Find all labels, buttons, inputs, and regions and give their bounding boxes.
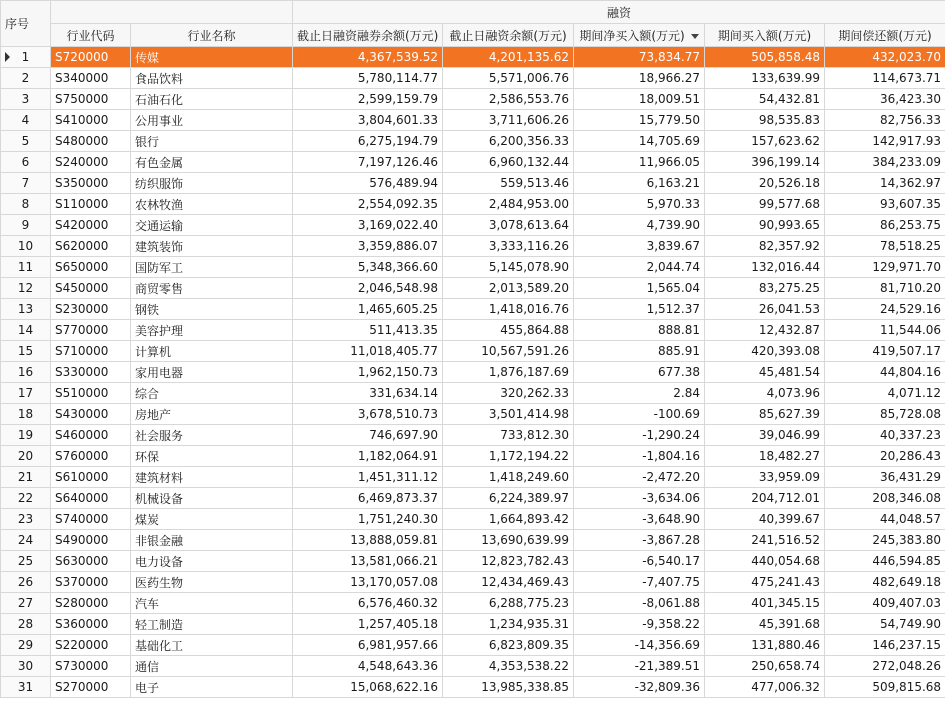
row-index[interactable]: 21 [1, 467, 51, 488]
industry-name-cell[interactable]: 计算机 [131, 341, 293, 362]
margin-balance-cell[interactable]: 3,359,886.07 [293, 236, 443, 257]
industry-code-cell[interactable]: S510000 [51, 383, 131, 404]
column-header-net-buy[interactable] [574, 24, 705, 47]
industry-code-cell[interactable]: S280000 [51, 593, 131, 614]
repay-amount-cell[interactable]: 509,815.68 [825, 677, 945, 698]
repay-amount-cell[interactable]: 44,048.57 [825, 509, 945, 530]
row-index[interactable]: 11 [1, 257, 51, 278]
row-index[interactable]: 16 [1, 362, 51, 383]
buy-amount-cell[interactable]: 54,432.81 [705, 89, 825, 110]
row-index[interactable]: 26 [1, 572, 51, 593]
repay-amount-cell[interactable]: 36,431.29 [825, 467, 945, 488]
buy-amount-cell[interactable]: 4,073.96 [705, 383, 825, 404]
column-header-net-buy-label: 期间净买入额(万元) [579, 28, 685, 43]
margin-balance-cell[interactable]: 3,678,510.73 [293, 404, 443, 425]
net-buy-cell[interactable]: 18,009.51 [574, 89, 705, 110]
buy-amount-cell[interactable]: 98,535.83 [705, 110, 825, 131]
row-index[interactable]: 10 [1, 236, 51, 257]
industry-code-cell[interactable]: S710000 [51, 341, 131, 362]
row-index[interactable]: 20 [1, 446, 51, 467]
industry-name-cell[interactable]: 医药生物 [131, 572, 293, 593]
industry-name-cell[interactable]: 社会服务 [131, 425, 293, 446]
table-row[interactable] [1, 425, 945, 446]
repay-amount-cell[interactable]: 142,917.93 [825, 131, 945, 152]
financing-balance-cell[interactable]: 1,664,893.42 [443, 509, 574, 530]
industry-name-cell[interactable]: 机械设备 [131, 488, 293, 509]
margin-balance-cell[interactable]: 3,804,601.33 [293, 110, 443, 131]
column-header-industry-code[interactable]: 行业代码 [51, 24, 131, 47]
industry-name-cell[interactable]: 美容护理 [131, 320, 293, 341]
repay-amount-cell[interactable]: 384,233.09 [825, 152, 945, 173]
margin-balance-cell[interactable]: 576,489.94 [293, 173, 443, 194]
repay-amount-cell[interactable]: 446,594.85 [825, 551, 945, 572]
net-buy-cell[interactable]: 14,705.69 [574, 131, 705, 152]
industry-name-cell[interactable]: 家用电器 [131, 362, 293, 383]
row-index[interactable]: 18 [1, 404, 51, 425]
buy-amount-cell[interactable]: 250,658.74 [705, 656, 825, 677]
industry-code-cell[interactable]: S350000 [51, 173, 131, 194]
financing-balance-cell[interactable]: 3,333,116.26 [443, 236, 574, 257]
financing-group-header: 融资 [293, 1, 945, 24]
net-buy-cell[interactable]: -3,634.06 [574, 488, 705, 509]
margin-balance-cell[interactable]: 2,599,159.79 [293, 89, 443, 110]
financing-balance-cell[interactable]: 559,513.46 [443, 173, 574, 194]
column-header-repay-amount[interactable]: 期间偿还额(万元) [825, 24, 945, 47]
margin-balance-cell[interactable]: 5,348,366.60 [293, 257, 443, 278]
row-index[interactable]: 8 [1, 194, 51, 215]
repay-amount-cell[interactable]: 409,407.03 [825, 593, 945, 614]
industry-code-cell[interactable]: S750000 [51, 89, 131, 110]
buy-amount-cell[interactable]: 40,399.67 [705, 509, 825, 530]
table-row[interactable] [1, 194, 945, 215]
row-index[interactable]: 25 [1, 551, 51, 572]
financing-balance-cell[interactable]: 4,201,135.62 [443, 47, 574, 68]
financing-balance-cell[interactable]: 10,567,591.26 [443, 341, 574, 362]
margin-balance-cell[interactable]: 6,576,460.32 [293, 593, 443, 614]
industry-name-cell[interactable]: 纺织服饰 [131, 173, 293, 194]
margin-balance-cell[interactable]: 331,634.14 [293, 383, 443, 404]
table-row[interactable] [1, 635, 945, 656]
sort-descending-icon[interactable] [691, 34, 699, 39]
table-row[interactable] [1, 341, 945, 362]
industry-name-cell[interactable]: 综合 [131, 383, 293, 404]
table-row[interactable] [1, 467, 945, 488]
industry-code-cell[interactable]: S480000 [51, 131, 131, 152]
row-index[interactable]: 24 [1, 530, 51, 551]
financing-balance-cell[interactable]: 1,418,249.60 [443, 467, 574, 488]
net-buy-cell[interactable]: -8,061.88 [574, 593, 705, 614]
current-row-indicator-icon [5, 52, 10, 62]
industry-code-cell[interactable]: S420000 [51, 215, 131, 236]
financing-balance-cell[interactable]: 1,234,935.31 [443, 614, 574, 635]
financing-balance-cell[interactable]: 12,823,782.43 [443, 551, 574, 572]
margin-balance-cell[interactable]: 7,197,126.46 [293, 152, 443, 173]
buy-amount-cell[interactable]: 12,432.87 [705, 320, 825, 341]
row-index[interactable]: 29 [1, 635, 51, 656]
row-index[interactable]: 22 [1, 488, 51, 509]
margin-balance-cell[interactable]: 11,018,405.77 [293, 341, 443, 362]
buy-amount-cell[interactable]: 45,391.68 [705, 614, 825, 635]
margin-balance-cell[interactable]: 1,465,605.25 [293, 299, 443, 320]
industry-name-cell[interactable]: 非银金融 [131, 530, 293, 551]
net-buy-cell[interactable]: -21,389.51 [574, 656, 705, 677]
net-buy-cell[interactable]: 5,970.33 [574, 194, 705, 215]
net-buy-cell[interactable]: -14,356.69 [574, 635, 705, 656]
industry-code-cell[interactable]: S110000 [51, 194, 131, 215]
net-buy-cell[interactable]: -3,648.90 [574, 509, 705, 530]
repay-amount-cell[interactable]: 54,749.90 [825, 614, 945, 635]
repay-amount-cell[interactable]: 4,071.12 [825, 383, 945, 404]
table-row[interactable] [1, 656, 945, 677]
industry-name-cell[interactable]: 农林牧渔 [131, 194, 293, 215]
margin-balance-cell[interactable]: 2,554,092.35 [293, 194, 443, 215]
net-buy-cell[interactable]: -6,540.17 [574, 551, 705, 572]
financing-balance-cell[interactable]: 733,812.30 [443, 425, 574, 446]
net-buy-cell[interactable]: 4,739.90 [574, 215, 705, 236]
row-index[interactable]: 5 [1, 131, 51, 152]
margin-balance-cell[interactable]: 511,413.35 [293, 320, 443, 341]
net-buy-cell[interactable]: -1,290.24 [574, 425, 705, 446]
industry-name-cell[interactable]: 汽车 [131, 593, 293, 614]
table-row[interactable] [1, 89, 945, 110]
row-index[interactable]: 4 [1, 110, 51, 131]
margin-balance-cell[interactable]: 4,548,643.36 [293, 656, 443, 677]
margin-balance-cell[interactable]: 1,751,240.30 [293, 509, 443, 530]
margin-balance-cell[interactable]: 1,451,311.12 [293, 467, 443, 488]
financing-balance-cell[interactable]: 6,288,775.23 [443, 593, 574, 614]
column-header-industry-name[interactable]: 行业名称 [131, 24, 293, 47]
industry-name-cell[interactable]: 通信 [131, 656, 293, 677]
repay-amount-cell[interactable]: 40,337.23 [825, 425, 945, 446]
row-index[interactable]: 17 [1, 383, 51, 404]
industry-name-cell[interactable]: 轻工制造 [131, 614, 293, 635]
industry-code-cell[interactable]: S740000 [51, 509, 131, 530]
net-buy-cell[interactable]: 677.38 [574, 362, 705, 383]
repay-amount-cell[interactable]: 482,649.18 [825, 572, 945, 593]
net-buy-cell[interactable]: 1,512.37 [574, 299, 705, 320]
repay-amount-cell[interactable]: 419,507.17 [825, 341, 945, 362]
industry-code-cell[interactable]: S630000 [51, 551, 131, 572]
financing-balance-cell[interactable]: 13,985,338.85 [443, 677, 574, 698]
table-row[interactable] [1, 236, 945, 257]
table-row[interactable] [1, 68, 945, 89]
net-buy-cell[interactable]: 885.91 [574, 341, 705, 362]
industry-code-cell[interactable]: S220000 [51, 635, 131, 656]
table-row[interactable] [1, 320, 945, 341]
repay-amount-cell[interactable]: 129,971.70 [825, 257, 945, 278]
industry-code-cell[interactable]: S370000 [51, 572, 131, 593]
net-buy-cell[interactable]: 18,966.27 [574, 68, 705, 89]
industry-name-cell[interactable]: 交通运输 [131, 215, 293, 236]
net-buy-cell[interactable]: -32,809.36 [574, 677, 705, 698]
repay-amount-cell[interactable]: 36,423.30 [825, 89, 945, 110]
financing-balance-cell[interactable]: 3,501,414.98 [443, 404, 574, 425]
net-buy-cell[interactable]: 2.84 [574, 383, 705, 404]
net-buy-cell[interactable]: -2,472.20 [574, 467, 705, 488]
industry-code-cell[interactable]: S240000 [51, 152, 131, 173]
industry-name-cell[interactable]: 环保 [131, 446, 293, 467]
row-index[interactable]: 9 [1, 215, 51, 236]
industry-name-cell[interactable]: 建筑装饰 [131, 236, 293, 257]
net-buy-cell[interactable]: 888.81 [574, 320, 705, 341]
buy-amount-cell[interactable]: 45,481.54 [705, 362, 825, 383]
repay-amount-cell[interactable]: 81,710.20 [825, 278, 945, 299]
financing-balance-cell[interactable]: 3,711,606.26 [443, 110, 574, 131]
buy-amount-cell[interactable]: 99,577.68 [705, 194, 825, 215]
repay-amount-cell[interactable]: 208,346.08 [825, 488, 945, 509]
buy-amount-cell[interactable]: 420,393.08 [705, 341, 825, 362]
net-buy-cell[interactable]: 15,779.50 [574, 110, 705, 131]
margin-balance-cell[interactable]: 6,469,873.37 [293, 488, 443, 509]
row-index[interactable]: 6 [1, 152, 51, 173]
industry-name-cell[interactable]: 石油石化 [131, 89, 293, 110]
row-index[interactable]: 23 [1, 509, 51, 530]
net-buy-cell[interactable]: 6,163.21 [574, 173, 705, 194]
column-header-buy-amount[interactable]: 期间买入额(万元) [705, 24, 825, 47]
table-row[interactable] [1, 404, 945, 425]
industry-code-cell[interactable]: S330000 [51, 362, 131, 383]
table-row[interactable] [1, 152, 945, 173]
net-buy-cell[interactable]: -9,358.22 [574, 614, 705, 635]
financing-balance-cell[interactable]: 2,586,553.76 [443, 89, 574, 110]
table-row[interactable] [1, 509, 945, 530]
table-row[interactable] [1, 446, 945, 467]
margin-balance-cell[interactable]: 746,697.90 [293, 425, 443, 446]
row-index[interactable]: 14 [1, 320, 51, 341]
blank-group-header [51, 1, 293, 24]
financing-balance-cell[interactable]: 1,172,194.22 [443, 446, 574, 467]
net-buy-cell[interactable]: -100.69 [574, 404, 705, 425]
margin-balance-cell[interactable]: 15,068,622.16 [293, 677, 443, 698]
industry-name-cell[interactable]: 公用事业 [131, 110, 293, 131]
industry-code-cell[interactable]: S760000 [51, 446, 131, 467]
net-buy-cell[interactable]: -1,804.16 [574, 446, 705, 467]
table-row[interactable] [1, 299, 945, 320]
industry-name-cell[interactable]: 有色金属 [131, 152, 293, 173]
industry-code-cell[interactable]: S410000 [51, 110, 131, 131]
table-row[interactable] [1, 677, 945, 698]
financing-balance-cell[interactable]: 12,434,469.43 [443, 572, 574, 593]
margin-balance-cell[interactable]: 13,888,059.81 [293, 530, 443, 551]
table-row[interactable] [1, 47, 945, 68]
margin-balance-cell[interactable]: 1,962,150.73 [293, 362, 443, 383]
industry-code-cell[interactable]: S430000 [51, 404, 131, 425]
repay-amount-cell[interactable]: 245,383.80 [825, 530, 945, 551]
repay-amount-cell[interactable]: 85,728.08 [825, 404, 945, 425]
industry-code-cell[interactable]: S460000 [51, 425, 131, 446]
financing-balance-cell[interactable]: 3,078,613.64 [443, 215, 574, 236]
row-index[interactable] [1, 47, 51, 68]
table-row[interactable] [1, 593, 945, 614]
row-index[interactable]: 12 [1, 278, 51, 299]
industry-name-cell[interactable]: 建筑材料 [131, 467, 293, 488]
financing-balance-cell[interactable]: 4,353,538.22 [443, 656, 574, 677]
buy-amount-cell[interactable]: 20,526.18 [705, 173, 825, 194]
column-header-financing-balance[interactable]: 截止日融资余额(万元) [443, 24, 574, 47]
row-index[interactable]: 31 [1, 677, 51, 698]
buy-amount-cell[interactable]: 440,054.68 [705, 551, 825, 572]
buy-amount-cell[interactable]: 33,959.09 [705, 467, 825, 488]
industry-code-cell[interactable]: S730000 [51, 656, 131, 677]
margin-balance-cell[interactable]: 6,275,194.79 [293, 131, 443, 152]
row-index[interactable]: 3 [1, 89, 51, 110]
repay-amount-cell[interactable]: 146,237.15 [825, 635, 945, 656]
industry-code-cell[interactable]: S230000 [51, 299, 131, 320]
industry-name-cell[interactable]: 传媒 [131, 47, 293, 68]
industry-name-cell[interactable]: 电力设备 [131, 551, 293, 572]
industry-name-cell[interactable]: 食品饮料 [131, 68, 293, 89]
repay-amount-cell[interactable]: 82,756.33 [825, 110, 945, 131]
row-index[interactable]: 7 [1, 173, 51, 194]
table-row[interactable] [1, 572, 945, 593]
table-row[interactable] [1, 530, 945, 551]
table-row[interactable] [1, 131, 945, 152]
row-index[interactable]: 30 [1, 656, 51, 677]
financing-balance-cell[interactable]: 1,418,016.76 [443, 299, 574, 320]
repay-amount-cell[interactable]: 11,544.06 [825, 320, 945, 341]
column-header-margin-balance[interactable]: 截止日融资融券余额(万元) [293, 24, 443, 47]
table-row[interactable] [1, 488, 945, 509]
repay-amount-cell[interactable]: 24,529.16 [825, 299, 945, 320]
financing-balance-cell[interactable]: 455,864.88 [443, 320, 574, 341]
table-row[interactable] [1, 173, 945, 194]
repay-amount-cell[interactable]: 44,804.16 [825, 362, 945, 383]
table-row[interactable] [1, 614, 945, 635]
buy-amount-cell[interactable]: 82,357.92 [705, 236, 825, 257]
net-buy-cell[interactable]: 11,966.05 [574, 152, 705, 173]
industry-name-cell[interactable]: 房地产 [131, 404, 293, 425]
buy-amount-cell[interactable]: 26,041.53 [705, 299, 825, 320]
index-column-header[interactable]: 序号 [1, 1, 51, 47]
industry-code-cell[interactable]: S490000 [51, 530, 131, 551]
row-index[interactable]: 2 [1, 68, 51, 89]
industry-code-cell[interactable]: S610000 [51, 467, 131, 488]
row-index[interactable]: 27 [1, 593, 51, 614]
table-row[interactable] [1, 257, 945, 278]
row-index-label: 1 [21, 50, 30, 64]
industry-name-cell[interactable]: 钢铁 [131, 299, 293, 320]
financing-balance-cell[interactable]: 6,224,389.97 [443, 488, 574, 509]
industry-code-cell[interactable]: S620000 [51, 236, 131, 257]
row-index[interactable]: 15 [1, 341, 51, 362]
margin-balance-cell[interactable]: 13,170,057.08 [293, 572, 443, 593]
repay-amount-cell[interactable]: 78,518.25 [825, 236, 945, 257]
repay-amount-cell[interactable]: 432,023.70 [825, 47, 945, 68]
table-row[interactable] [1, 362, 945, 383]
buy-amount-cell[interactable]: 85,627.39 [705, 404, 825, 425]
financing-balance-cell[interactable]: 5,571,006.76 [443, 68, 574, 89]
industry-name-cell[interactable]: 电子 [131, 677, 293, 698]
row-index[interactable]: 19 [1, 425, 51, 446]
table-row[interactable] [1, 278, 945, 299]
industry-code-cell[interactable]: S650000 [51, 257, 131, 278]
buy-amount-cell[interactable]: 90,993.65 [705, 215, 825, 236]
financing-balance-cell[interactable]: 6,823,809.35 [443, 635, 574, 656]
industry-name-cell[interactable]: 银行 [131, 131, 293, 152]
financing-balance-cell[interactable]: 5,145,078.90 [443, 257, 574, 278]
financing-balance-cell[interactable]: 6,200,356.33 [443, 131, 574, 152]
industry-code-cell[interactable]: S720000 [51, 47, 131, 68]
table-body [1, 47, 945, 698]
margin-balance-cell[interactable]: 1,182,064.91 [293, 446, 443, 467]
repay-amount-cell[interactable]: 93,607.35 [825, 194, 945, 215]
buy-amount-cell[interactable]: 401,345.15 [705, 593, 825, 614]
buy-amount-cell[interactable]: 396,199.14 [705, 152, 825, 173]
row-index[interactable]: 28 [1, 614, 51, 635]
margin-balance-cell[interactable]: 2,046,548.98 [293, 278, 443, 299]
industry-code-cell[interactable]: S450000 [51, 278, 131, 299]
row-index[interactable]: 13 [1, 299, 51, 320]
margin-balance-cell[interactable]: 13,581,066.21 [293, 551, 443, 572]
repay-amount-cell[interactable]: 272,048.26 [825, 656, 945, 677]
margin-balance-cell[interactable]: 1,257,405.18 [293, 614, 443, 635]
net-buy-cell[interactable]: 1,565.04 [574, 278, 705, 299]
industry-code-cell[interactable]: S270000 [51, 677, 131, 698]
margin-balance-cell[interactable]: 4,367,539.52 [293, 47, 443, 68]
industry-name-cell[interactable]: 煤炭 [131, 509, 293, 530]
industry-code-cell[interactable]: S640000 [51, 488, 131, 509]
net-buy-cell[interactable]: 3,839.67 [574, 236, 705, 257]
table-row[interactable] [1, 383, 945, 404]
industry-code-cell[interactable]: S360000 [51, 614, 131, 635]
buy-amount-cell[interactable]: 157,623.62 [705, 131, 825, 152]
buy-amount-cell[interactable]: 83,275.25 [705, 278, 825, 299]
industry-name-cell[interactable]: 商贸零售 [131, 278, 293, 299]
buy-amount-cell[interactable]: 18,482.27 [705, 446, 825, 467]
table-row[interactable] [1, 551, 945, 572]
buy-amount-cell[interactable]: 131,880.46 [705, 635, 825, 656]
financing-balance-cell[interactable]: 13,690,639.99 [443, 530, 574, 551]
net-buy-cell[interactable]: 2,044.74 [574, 257, 705, 278]
buy-amount-cell[interactable]: 241,516.52 [705, 530, 825, 551]
repay-amount-cell[interactable]: 86,253.75 [825, 215, 945, 236]
repay-amount-cell[interactable]: 114,673.71 [825, 68, 945, 89]
buy-amount-cell[interactable]: 477,006.32 [705, 677, 825, 698]
industry-name-cell[interactable]: 国防军工 [131, 257, 293, 278]
industry-code-cell[interactable]: S770000 [51, 320, 131, 341]
margin-balance-cell[interactable]: 6,981,957.66 [293, 635, 443, 656]
financing-balance-cell[interactable]: 2,013,589.20 [443, 278, 574, 299]
buy-amount-cell[interactable]: 505,858.48 [705, 47, 825, 68]
margin-balance-cell[interactable]: 5,780,114.77 [293, 68, 443, 89]
financing-balance-cell[interactable]: 6,960,132.44 [443, 152, 574, 173]
buy-amount-cell[interactable]: 475,241.43 [705, 572, 825, 593]
buy-amount-cell[interactable]: 204,712.01 [705, 488, 825, 509]
buy-amount-cell[interactable]: 132,016.44 [705, 257, 825, 278]
repay-amount-cell[interactable]: 14,362.97 [825, 173, 945, 194]
industry-name-cell[interactable]: 基础化工 [131, 635, 293, 656]
buy-amount-cell[interactable]: 133,639.99 [705, 68, 825, 89]
financing-balance-cell[interactable]: 2,484,953.00 [443, 194, 574, 215]
repay-amount-cell[interactable]: 20,286.43 [825, 446, 945, 467]
financing-balance-cell[interactable]: 1,876,187.69 [443, 362, 574, 383]
margin-balance-cell[interactable]: 3,169,022.40 [293, 215, 443, 236]
net-buy-cell[interactable]: 73,834.77 [574, 47, 705, 68]
financing-balance-cell[interactable]: 320,262.33 [443, 383, 574, 404]
net-buy-cell[interactable]: -3,867.28 [574, 530, 705, 551]
table-row[interactable] [1, 110, 945, 131]
industry-code-cell[interactable]: S340000 [51, 68, 131, 89]
net-buy-cell[interactable]: -7,407.75 [574, 572, 705, 593]
buy-amount-cell[interactable]: 39,046.99 [705, 425, 825, 446]
table-row[interactable] [1, 215, 945, 236]
